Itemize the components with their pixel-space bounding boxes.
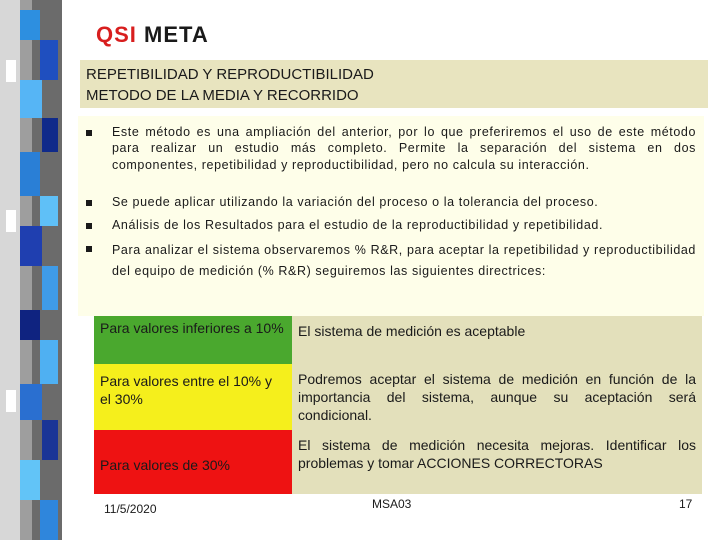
bullet-square-icon bbox=[86, 246, 92, 252]
table-cell-condition: Para valores inferiores a 10% bbox=[94, 316, 292, 364]
footer-date: 11/5/2020 bbox=[104, 502, 157, 516]
table-cell-condition: Para valores de 30% bbox=[94, 430, 292, 494]
page-title-line1: REPETIBILIDAD Y REPRODUCTIBILIDAD bbox=[86, 66, 374, 83]
page-title-line2: METODO DE LA MEDIA Y RECORRIDO bbox=[86, 87, 359, 104]
bullet-square-icon bbox=[86, 200, 92, 206]
title-box bbox=[80, 60, 708, 108]
logo-part-meta: META bbox=[144, 22, 209, 47]
footer-code: MSA03 bbox=[372, 497, 412, 511]
table-cell-result: Podremos aceptar el sistema de medición en función de la importancia del sistema, aunque su aceptación será condicional. bbox=[292, 364, 702, 430]
bullet-item bbox=[78, 194, 698, 212]
bullet-square-icon bbox=[86, 130, 92, 136]
logo-part-qsi: QSI bbox=[96, 22, 137, 47]
decorative-color-strip bbox=[0, 0, 62, 540]
bullet-item bbox=[78, 217, 698, 235]
bullet-text: Se puede aplicar utilizando la variación del proceso o la tolerancia del proceso. bbox=[112, 195, 599, 209]
table-cell-result: El sistema de medición es aceptable bbox=[292, 316, 702, 364]
table-cell-condition: Para valores entre el 10% y el 30% bbox=[94, 364, 292, 430]
bullet-item bbox=[78, 240, 698, 310]
logo bbox=[96, 22, 209, 48]
bullet-text: Para analizar el sistema observaremos % R&R, para aceptar la repetibilidad y reproductibilidad del equipo de medición (% R&R) seguiremos las siguientes directrices: bbox=[112, 243, 696, 278]
bullet-item bbox=[78, 124, 698, 190]
content-panel bbox=[78, 116, 704, 316]
bullet-text: Análisis de los Resultados para el estudio de la reproductibilidad y repetibilidad. bbox=[112, 218, 604, 232]
bullet-square-icon bbox=[86, 223, 92, 229]
page-number: 17 bbox=[679, 497, 693, 511]
table-cell-result: El sistema de medición necesita mejoras. Identificar los problemas y tomar ACCIONES CORRECTORAS bbox=[292, 430, 702, 494]
bullet-text: Este método es una ampliación del anterior, por lo que preferiremos el uso de este método para realizar un estudio más completo. Permite la separación del sistema en dos componentes, repetibilidad y reproductibilidad, pero no calcula su interacción. bbox=[112, 125, 696, 172]
